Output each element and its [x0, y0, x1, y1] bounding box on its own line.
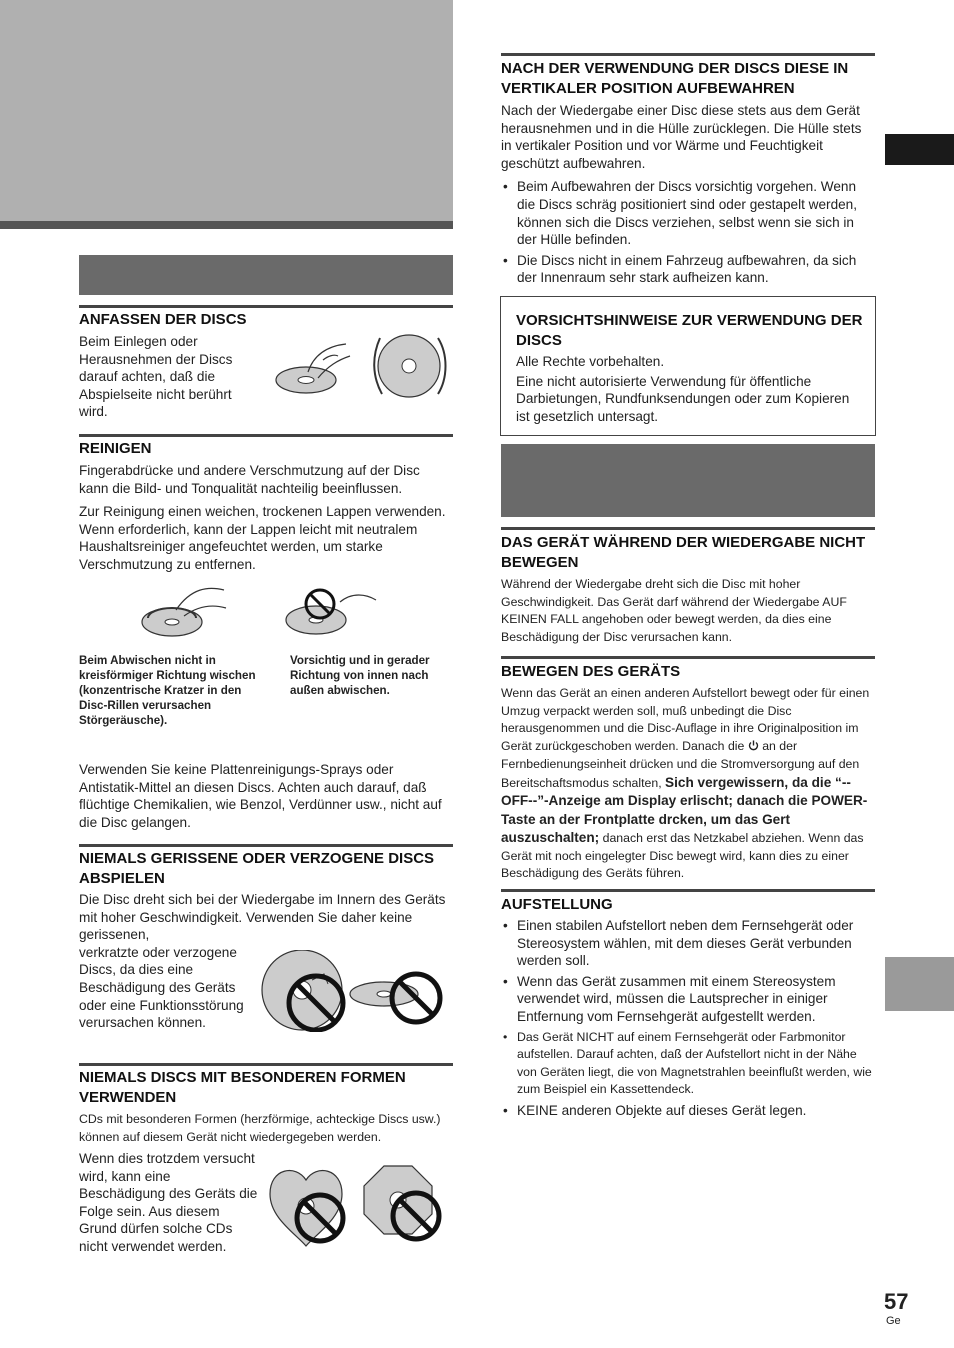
heading: REINIGEN: [79, 440, 152, 457]
rule: [79, 434, 453, 437]
paragraph-part: an der Fernbedienungseinheit drücken und die Stromversorgung auf den Bereitschaftsmodus schalten,: [501, 738, 860, 790]
list-item: • Das Gerät NICHT auf einem Fernsehgerät oder Farbmonitor aufstellen. Darauf achten, daß der Aufstellort nicht in der Nähe von Geräten liegt, die von Magnetstrahlen beeinflußt werden, wie zum Beispiel ein Kassettendeck.: [501, 1029, 875, 1099]
rule: [501, 889, 875, 892]
section-bewegen: [501, 662, 875, 883]
power-icon: [748, 739, 759, 757]
rule: [501, 656, 875, 659]
heading: NIEMALS GERISSENE ODER VERZOGENE DISCS ABSPIELEN: [79, 850, 435, 887]
wipe-circular-illustration: [136, 580, 228, 648]
bullet-list: [501, 178, 875, 287]
paragraph-part: Wenn das Gerät an einen anderen Aufstellort bewegt oder für einen Umzug verpackt werden soll, muß unbedingt die Disc herausgenommen und die Disc-Auflage in ihre Originalposition im Gerät zurückgeschoben werden. Danach die: [501, 686, 870, 753]
paragraph: Nach der Wiedergabe einer Disc diese stets aus dem Gerät herausnehmen und in die Hülle zurücklegen. Die Hülle stets in vertikaler Position und vor Wärme und Feuchtigkeit geschützt aufbewahren.: [501, 103, 862, 171]
side-tab-gray: [885, 957, 954, 1011]
header-dark-bar: [0, 221, 453, 229]
paragraph-part: danach erst das Netzkabel abziehen. Wenn das Gerät mit noch eingelegter Disc bewegt wird, kann dies zu einer Beschädigung des Geräts führen.: [501, 831, 864, 880]
list-item: • Beim Aufbewahren der Discs vorsichtig vorgehen. Wenn die Discs schräg positioniert sind oder gestapelt werden, können sich die Discs verziehen, selbst wenn sie sich in der Hülle befinden.: [501, 178, 875, 248]
list-item: • Wenn das Gerät zusammen mit einem Stereosystem verwendet wird, müssen die Lautsprecher in einiger Entfernung vom Fernsehgerät aufgestellt werden.: [501, 973, 875, 1026]
list-item: • KEINE anderen Objekte auf dieses Gerät legen.: [501, 1102, 875, 1120]
paragraph: Wenn dies trotzdem versucht wird, kann eine Beschädigung des Geräts die Folge sein. Aus diesem Grund dürfen solche CDs nicht verwendet werden.: [79, 1151, 258, 1254]
paragraph: Verwenden Sie keine Plattenreinigungs-Sprays oder Antistatik-Mittel an diesen Discs. Achten auch darauf, daß flüchtige Chemikalien, wie Benzol, Verdünner usw., nicht auf die Disc gelangen.: [79, 762, 442, 830]
heading: NIEMALS DISCS MIT BESONDEREN FORMEN VERWENDEN: [79, 1069, 406, 1106]
heading: VORSICHTSHINWEISE ZUR VERWENDUNG DER DISCS: [516, 312, 863, 349]
rule: [79, 844, 453, 847]
paragraph: Zur Reinigung einen weichen, trockenen Lappen verwenden. Wenn erforderlich, kann der Lappen leicht mit neutralem Haushaltsreiniger angefeuchtet werden, um starke Verschmutzung zu entfernen.: [79, 504, 446, 572]
list-item: • Die Discs nicht in einem Fahrzeug aufbewahren, da sich der Innenraum sehr stark aufheizen kann.: [501, 252, 875, 287]
special-shape-disc-illustration: [266, 1162, 446, 1248]
section-vorsicht: [516, 311, 866, 431]
paragraph: CDs mit besonderen Formen (herzförmige, achteckige Discs usw.) können auf diesem Gerät nicht wiedergegeben werden.: [79, 1112, 441, 1144]
section-reinigen: [79, 439, 453, 580]
rule: [501, 527, 875, 530]
cracked-warped-disc-illustration: [258, 950, 446, 1032]
paragraph: Alle Rechte vorbehalten.: [516, 354, 665, 369]
heading: DAS GERÄT WÄHREND DER WIEDERGABE NICHT BEWEGEN: [501, 534, 866, 571]
section-aufstellung: [501, 895, 875, 1122]
paragraph: Beim Einlegen oder Herausnehmen der Discs darauf achten, daß die Abspielseite nicht berührt wird.: [79, 334, 233, 420]
side-tab-black: [885, 134, 954, 165]
rule: [79, 305, 453, 308]
heading: BEWEGEN DES GERÄTS: [501, 663, 681, 680]
page-number: 57: [884, 1289, 909, 1314]
paragraph: Die Disc dreht sich bei der Wiedergabe im Innern des Geräts mit hoher Geschwindigkeit. Verwenden Sie daher keine gerissenen,: [79, 892, 446, 943]
heading: ANFASSEN DER DISCS: [79, 311, 247, 328]
header-gray-block: [0, 0, 453, 221]
paragraph: Während der Wiedergabe dreht sich die Disc mit hoher Geschwindigkeit. Das Gerät darf während der Wiedergabe AUF KEINEN FALL angehoben oder bewegt werden, da dies eine Beschädigung der Disc verursachen kann.: [501, 577, 847, 644]
list-item: • Einen stabilen Aufstellort neben dem Fernsehgerät oder Stereosystem wählen, mit dem dieses Gerät verbunden werden soll.: [501, 917, 875, 970]
heading: NACH DER VERWENDUNG DER DISCS DIESE IN VERTIKALER POSITION AUFBEWAHREN: [501, 60, 849, 97]
caption-right: Vorsichtig und in gerader Richtung von innen nach außen abwischen.: [290, 654, 430, 697]
wipe-straight-illustration: [282, 582, 378, 638]
paragraph: Fingerabdrücke und andere Verschmutzung auf der Disc kann die Bild- und Tonqualität nachteilig beeinflussen.: [79, 463, 420, 496]
heading: AUFSTELLUNG: [501, 896, 613, 913]
caption-wrong: Beim Abwischen nicht in kreisförmiger Richtung wischen (konzentrische Kratzer in den Disc-Rillen verursachen Störgeräusche).: [79, 654, 256, 727]
section-band-right: [501, 444, 875, 517]
disc-handling-illustration: [268, 332, 454, 406]
bullet-list: [501, 917, 875, 1119]
section-bewegen-nicht: [501, 533, 875, 646]
language-code: Ge: [886, 1315, 901, 1327]
section-vertikal: [501, 59, 875, 290]
section-band-left: [79, 255, 453, 295]
rule: [79, 1063, 453, 1066]
paragraph-bold: Sich vergewissern, da die “--OFF--”-Anzeige am Display erlischt; danach die POWER-Taste an der Frontplatte drcken, um das Gert auszuschalten;: [501, 774, 868, 845]
paragraph: verkratzte oder verzogene Discs, da dies eine Beschädigung des Geräts oder eine Funktionsstörung verursachen können.: [79, 944, 244, 1031]
paragraph: Eine nicht autorisierte Verwendung für öffentliche Darbietungen, Rundfunksendungen oder zum Kopieren ist gesetzlich untersagt.: [516, 373, 850, 424]
rule: [501, 53, 875, 56]
